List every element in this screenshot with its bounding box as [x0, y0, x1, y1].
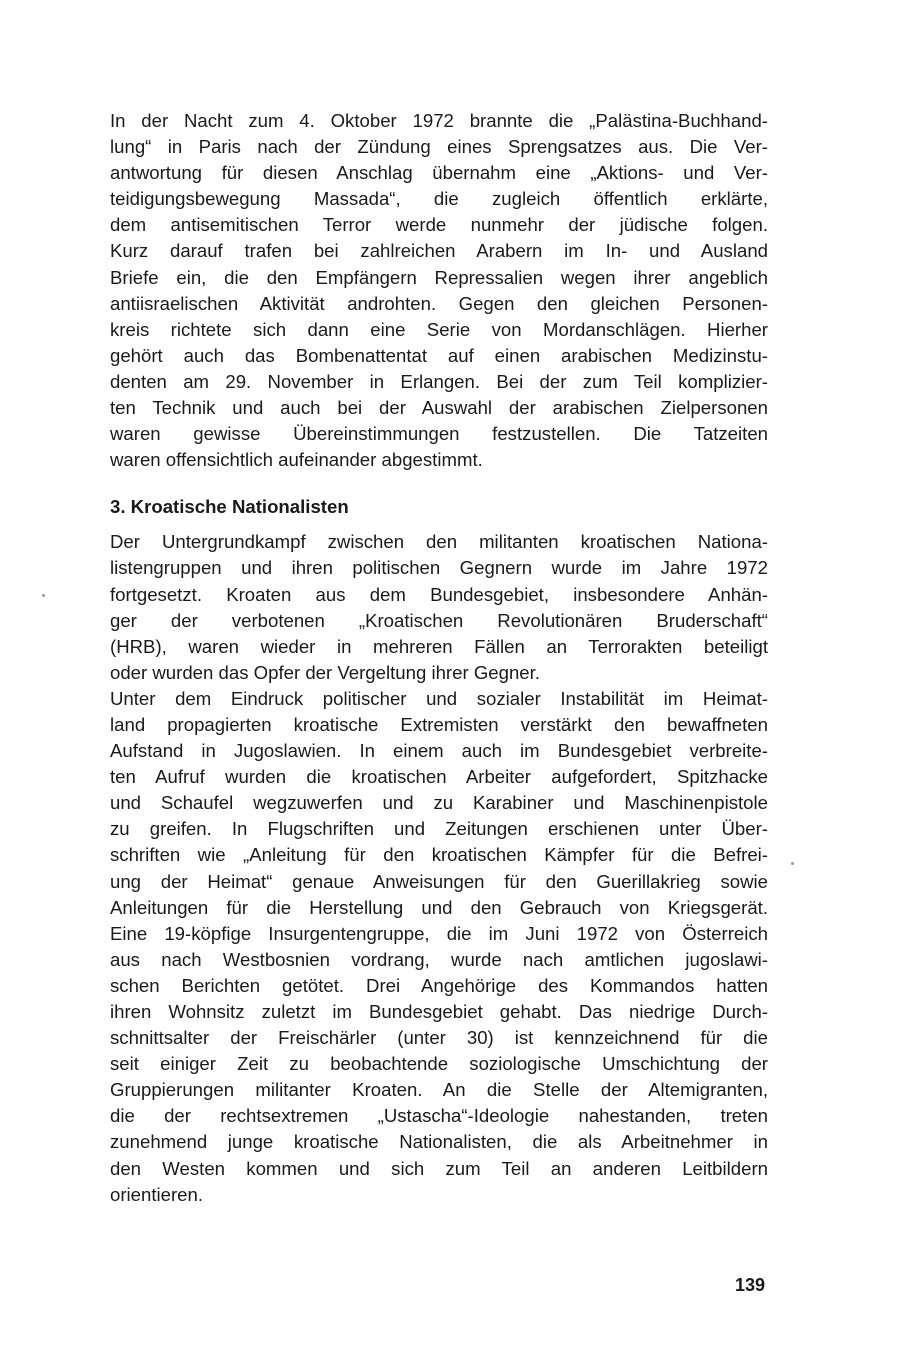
paragraph — [110, 529, 768, 686]
text-line: antwortung für diesen Anschlag übernahm eine „Aktions- und Ver- — [110, 162, 768, 184]
text-line: land propagierten kroatische Extremisten verstärkt den bewaffneten — [110, 713, 768, 735]
text-line: Anleitungen für die Herstellung und den Gebrauch von Kriegsgerät. — [110, 896, 768, 918]
text-line: dem antisemitischen Terror werde nunmehr der jüdische folgen. — [110, 214, 768, 236]
text-line: (HRB), waren wieder in mehreren Fällen an Terrorakten beteiligt — [110, 635, 768, 657]
paragraph — [110, 108, 768, 473]
text-line: lung“ in Paris nach der Zündung eines Sprengsatzes aus. Die Ver- — [110, 136, 768, 158]
text-line: zunehmend junge kroatische Nationalisten, die als Arbeitnehmer in — [110, 1131, 768, 1153]
text-line: die der rechtsextremen „Ustascha“-Ideologie nahestanden, treten — [110, 1105, 768, 1127]
text-line: schriften wie „Anleitung für den kroatischen Kämpfer für die Befrei- — [110, 844, 768, 866]
text-line: ten Technik und auch bei der Auswahl der arabischen Zielpersonen — [110, 397, 768, 419]
text-line: Eine 19-köpfige Insurgentengruppe, die im Juni 1972 von Österreich — [110, 922, 768, 944]
paragraph — [110, 686, 768, 1208]
text-line: Unter dem Eindruck politischer und sozialer Instabilität im Heimat- — [110, 687, 768, 709]
text-line: schnittsalter der Freischärler (unter 30) ist kennzeichnend für die — [110, 1027, 768, 1049]
text-line: kreis richtete sich dann eine Serie von Mordanschlägen. Hierher — [110, 318, 768, 340]
text-line: ger der verbotenen „Kroatischen Revolutionären Bruderschaft“ — [110, 609, 768, 631]
text-line: den Westen kommen und sich zum Teil an anderen Leitbildern — [110, 1157, 768, 1179]
section-heading: 3. Kroatische Nationalisten — [110, 496, 349, 518]
page-body — [110, 108, 768, 1208]
text-line: waren gewisse Übereinstimmungen festzustellen. Die Tatzeiten — [110, 423, 768, 445]
text-line: seit einiger Zeit zu beobachtende soziologische Umschichtung der — [110, 1053, 768, 1075]
text-line: ung der Heimat“ genaue Anweisungen für den Guerillakrieg sowie — [110, 870, 768, 892]
text-line: teidigungsbewegung Massada“, die zugleich öffentlich erklärte, — [110, 188, 768, 210]
page-number: 139 — [735, 1275, 766, 1295]
text-line: In der Nacht zum 4. Oktober 1972 brannte die „Palästina-Buchhand- — [110, 110, 768, 131]
text-line: oder wurden das Opfer der Vergeltung ihrer Gegner. — [110, 661, 540, 683]
text-line: gehört auch das Bombenattentat auf einen arabischen Medizinstu- — [110, 344, 768, 366]
text-line: listengruppen und ihren politischen Gegnern wurde im Jahre 1972 — [110, 557, 768, 579]
text-line: Briefe ein, die den Empfängern Repressalien wegen ihrer angeblich — [110, 266, 768, 288]
text-line: und Schaufel wegzuwerfen und zu Karabiner und Maschinenpistole — [110, 792, 768, 814]
text-line: Gruppierungen militanter Kroaten. An die Stelle der Altemigranten, — [110, 1079, 768, 1101]
text-line: Der Untergrundkampf zwischen den militanten kroatischen Nationa- — [110, 531, 768, 553]
text-line: zu greifen. In Flugschriften und Zeitungen erschienen unter Über- — [110, 818, 768, 840]
text-line: Kurz darauf trafen bei zahlreichen Arabern im In- und Ausland — [110, 240, 768, 262]
text-line: ihren Wohnsitz zuletzt im Bundesgebiet gehabt. Das niedrige Durch- — [110, 1001, 768, 1022]
text-line: denten am 29. November in Erlangen. Bei der zum Teil komplizier- — [110, 370, 768, 392]
scan-speck — [791, 862, 794, 865]
text-line: orientieren. — [110, 1183, 204, 1205]
text-line: ten Aufruf wurden die kroatischen Arbeiter aufgefordert, Spitzhacke — [110, 766, 768, 788]
text-line: fortgesetzt. Kroaten aus dem Bundesgebiet, insbesondere Anhän- — [110, 583, 768, 605]
text-line: waren offensichtlich aufeinander abgestimmt. — [110, 449, 483, 471]
text-line: Aufstand in Jugoslawien. In einem auch im Bundesgebiet verbreite- — [110, 740, 768, 762]
scan-speck — [42, 594, 45, 597]
text-line: aus nach Westbosnien vordrang, wurde nach amtlichen jugoslawi- — [110, 948, 768, 970]
text-line: schen Berichten getötet. Drei Angehörige des Kommandos hatten — [110, 974, 768, 996]
text-line: antiisraelischen Aktivität androhten. Gegen den gleichen Personen- — [110, 292, 768, 314]
